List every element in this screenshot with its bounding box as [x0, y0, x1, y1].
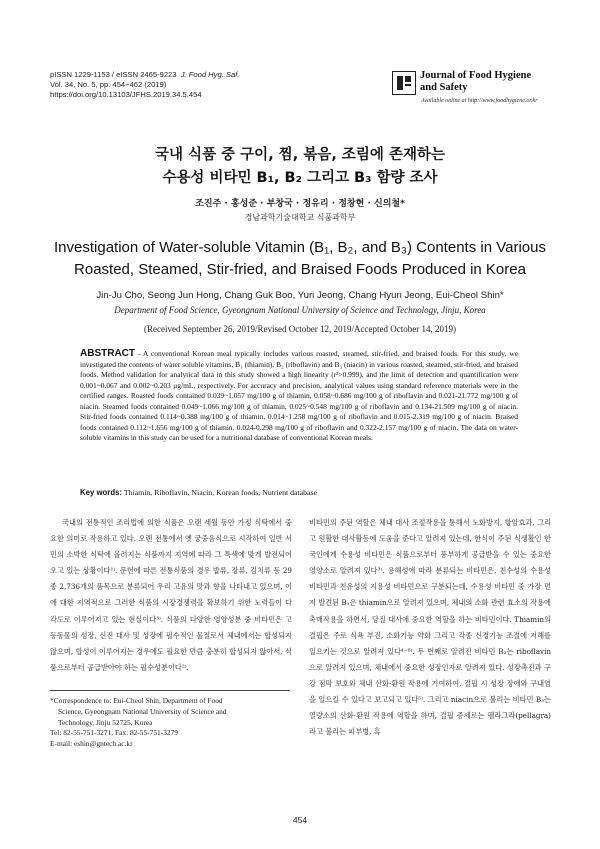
- keywords-value: Thiamin, Riboflavin, Niacin, Korean foods, Nutrient database: [123, 488, 317, 497]
- english-title-line2: Roasted, Steamed, Stir-fried, and Braised Foods Produced in Korea: [74, 261, 526, 278]
- body-paragraph: 비타민의 주된 역할은 체내 대사 조절작용을 통해서 노화방지, 항암효과, 그리고 원활한 대사활동에 도움을 준다고 알려져 있는데, 한식이 주된 식생활인 한국인에게 수용성 비타민은 식품으로부터 풍부하게 공급받을 수 있는 중요한 영양소로 알려져 있다³⁾. 용해성에 따라 분류되는 비타민은, 친수성의 수용성 비타민과 친유성의 지용성 비타민으로 구분되는데, 수용성 비타민 중 가장 먼저 발견된 B₁은 thiamin으로 알려져 있으며, 체내의 소화 관련 효소의 작용에 촉매작용을 하면서, 당질 대사에 중요한 역할을 하는 비타민이다. Thiamin의 결핍은 주로 식욕 부진, 소화기능 약화 그리고 각종 신경기능 조절에 저해를 일으키는 것으로 알려져 있다⁴⁻⁶⁾. 두 번째로 알려진 비타민 B₂는 riboflavin으로 알려져 있으며, 체내에서 중요한 성장인자로 알려져 있다. 성장촉진과 구강 점막 보호와 체내 산화-환원 작용에 기여하여, 결핍 시 성장 장애와 구내염을 일으킬 수 있다고 보고되고 있다⁵⁾. 그리고 niacin으로 불리는 비타민 B₃는 열량소의 산화-환원 작용에 역할을 하며, 결핍 증세로는 펠라그라(pellagra)라고 불리는 피부병, 흑: [309, 518, 551, 737]
- body-paragraph: 국내의 전통적인 조리법에 의한 식품은 오랜 세월 동안 가정 식탁에서 중요한 의미로 작용하고 있다. 오랜 전통에서 옛 궁중음식으로 시작하여 일반 서민의 소박한 식탁에 올려지는 식품까지 지역에 따라 그 특색에 맞게 발전되어 오고 있는 상황이다¹⁾. 문헌에 따른 전통식품의 경우 밥류, 장류, 김치류 등 29종 2,736개의 품목으로 분류되어 우리 고유의 맛과 향을 나타내고 있으며, 이에 대한 지역적으로 그러한 식품의 시장경쟁력을 확보하기 위한 노력들이 다각도로 이루어지고 있는 현실이다³⁾. 식품의 다양한 영양성분 중 비타민은 고등동물의 성장, 신진 대사 및 성장에 필수적인 물질로서 체내에서는 합성되지 않으며, 합성이 이루어지는 경우에도 필요한 만큼 충분히 합성되지 않아서, 식품으로부터 공급받아야 하는 필수성분이다²⁾.: [50, 518, 292, 672]
- abstract-heading: ABSTRACT: [80, 348, 135, 359]
- english-title-line1: Investigation of Water-soluble Vitamin (B₁, B₂, and B₃) Contents in Various: [54, 239, 546, 256]
- abstract: [80, 349, 518, 444]
- korean-title-line2: 수용성 비타민 B₁, B₂ 그리고 B₃ 함량 조사: [162, 170, 438, 186]
- correspondence-footnote: [50, 696, 300, 750]
- korean-title-line1: 국내 식품 중 구이, 찜, 볶음, 조림에 존재하는: [155, 147, 445, 163]
- journal-name-line2: and Safety: [420, 82, 468, 93]
- keywords-label: Key words:: [80, 488, 123, 497]
- english-affiliation: Department of Food Science, Gyeongnam National University of Science and Technology, Jinju, Korea: [114, 305, 486, 315]
- issn-line: pISSN 1229-1153 / eISSN 2465-9223 J. Food Hyg. Saf.: [50, 70, 240, 79]
- english-authors: Jin-Ju Cho, Seong Jun Hong, Chang Guk Boo, Yuri Jeong, Chang Hyun Jeong, Eui-Cheol Shin*: [96, 290, 504, 301]
- received-dates: (Received September 26, 2019/Revised October 12, 2019/Accepted October 14, 2019): [144, 324, 456, 334]
- journal-name-line1: Journal of Food Hygiene: [420, 70, 532, 81]
- body-left-column: [50, 515, 292, 676]
- doi-link[interactable]: https://doi.org/10.13103/JFHS.2019.34.5.454: [50, 90, 202, 99]
- journal-abbrev: J. Food Hyg. Saf.: [180, 70, 240, 79]
- volume-line: Vol. 34, No. 5, pp. 454~462 (2019): [50, 80, 167, 89]
- footnote-phone: Tel: 82-55-751-3271, Fax: 82-55-751-3279: [50, 728, 178, 738]
- abstract-body: - A conventional Korean meal typically includes various roasted, steamed, stir-fried, and braised foods. For this study, we investigated the contents of water soluble vitamins, B₁ (thiamin), B₂ (riboflavin) and B₃ (niacin) in various roasted, steamed, stir-fried, and braised foods. Method validation for analytical data in this study showed a high linearity (r²>0.999), and the limit of detection and quantification were 0.001~0.067 and 0.002~0.203 μg/mL, respectively. For accuracy and precision, analytical values using standard reference materials were in the certified ranges. Roasted foods contained 0.039~1.057 mg/100 g of thiamin, 0.058~0.686 mg/100 g of riboflavin and 0.021-21.772 mg/100 g of niacin. Steamed foods contained 0.049~1.066 mg/100 g of thiamin, 0.025~0.548 mg/100 g of riboflavin and 0.134-21.509 mg/100 g of niacin. Stir-fried foods contained 0.114~0.388 mg/100 g of thiamin, 0.014~1.258 mg/100 g of riboflavin and 0.015-2.319 mg/100 g of niacin. Braised foods contained 0.112~1.656 mg/100 g of thiamin, 0.024-0.298 mg/100 g of riboflavin and 0.322-2.157 mg/100 g of niacin. The data on water-soluble vitamins in this study can be used for a nutritional database of conventional Korean meals.: [80, 349, 518, 442]
- korean-affiliation: 경남과학기술대학교 식품과학부: [244, 213, 356, 222]
- journal-logo: [392, 71, 416, 95]
- body-right-column: [309, 515, 551, 740]
- keywords: [80, 488, 317, 497]
- korean-authors: 조진주 · 홍성준 · 부창국 · 정유리 · 정창현 · 신의철*: [195, 199, 405, 209]
- header-meta: [50, 70, 239, 100]
- footnote-line: Technology, Jinju 52725, Korea: [58, 717, 153, 727]
- footnote-email[interactable]: E-mail: eshin@gntech.ac.kr: [50, 739, 133, 749]
- footnote-line: *Correspondence to: Eui-Cheol Shin, Department of Food: [50, 696, 223, 705]
- journal-logo-icon: [393, 72, 415, 94]
- page-number: 454: [292, 815, 308, 825]
- footnote-divider: [50, 690, 290, 691]
- journal-site[interactable]: Available online at http://www.foodhygiene.or.kr: [421, 98, 538, 104]
- footnote-line: Science, Gyeongnam National University of Science and: [58, 706, 227, 716]
- journal-name: [420, 70, 531, 94]
